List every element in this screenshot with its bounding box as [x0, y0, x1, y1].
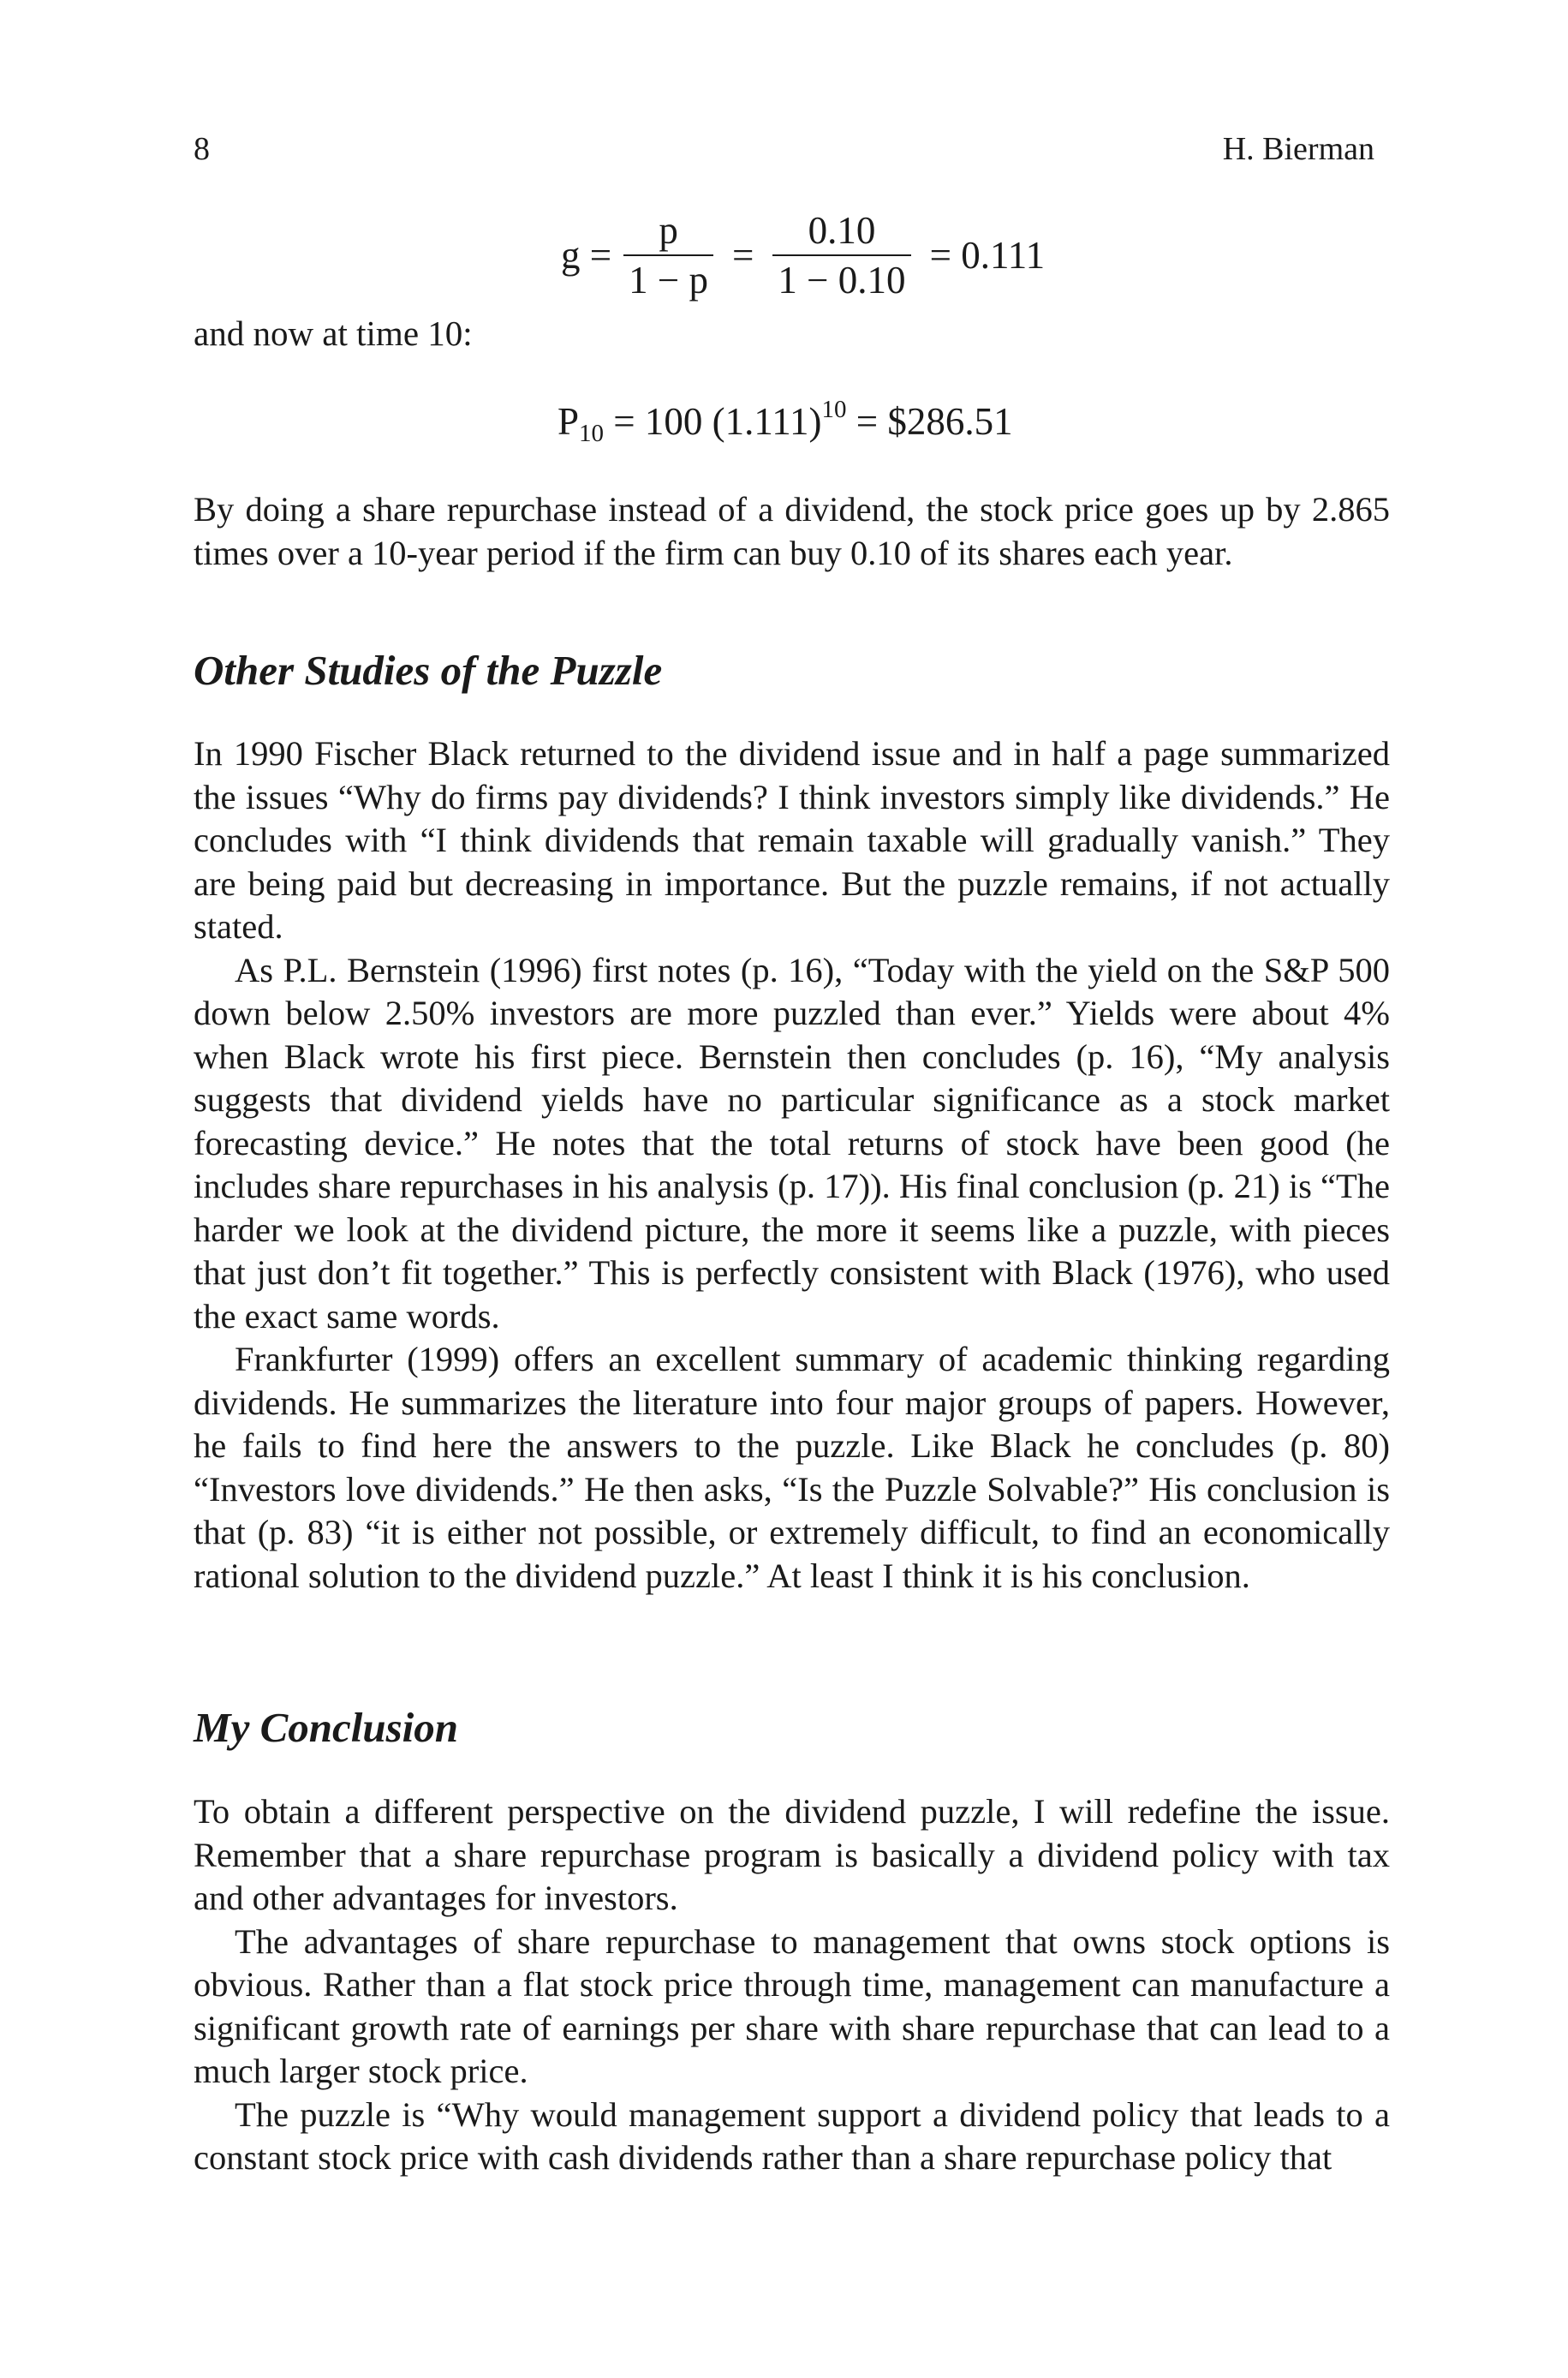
fraction-denominator: 1 − p [623, 254, 713, 304]
paragraph: In 1990 Fischer Black returned to the dividend issue and in half a page summarized the issues “Why do firms pay dividends? I think investors simply like dividends.” He concludes with “I think dividends that remain taxable will gradually vanish.” They are being paid but decreasing in importance. But the puzzle remains, if not actually stated. [194, 734, 1390, 946]
price-symbol: P [557, 400, 580, 443]
growth-rate-equation [561, 204, 1052, 307]
page-header [194, 130, 1374, 171]
section-body [194, 1790, 1390, 2180]
running-head-author: H. Bierman [1222, 131, 1374, 167]
equation-lhs: g = [561, 234, 612, 277]
price-exponent: 10 [821, 396, 847, 423]
section-heading: Other Studies of the Puzzle [194, 647, 663, 694]
paragraph: To obtain a different perspective on the dividend puzzle, I will redefine the issue. Remember that a share repurchase program is basically a dividend policy with tax and other advantages for investors. [194, 1792, 1390, 1917]
paragraph: The puzzle is “Why would management support a dividend policy that leads to a constant stock price with cash dividends rather than a share repurchase policy that [194, 2094, 1390, 2177]
fraction-p [623, 206, 713, 304]
section-body [194, 732, 1390, 1598]
intro-text [194, 488, 1390, 575]
fraction-denominator: 1 − 0.10 [772, 254, 910, 304]
page-number: 8 [194, 131, 210, 167]
paragraph: Frankfurter (1999) offers an excellent summary of academic thinking regarding dividends. He summarizes the literature into four major groups of papers. However, he fails to find here the answers to the puzzle. Like Black he concludes (p. 80) “Investors love dividends.” He then asks, “Is the Puzzle Solvable?” His conclusion is that (p. 83) “it is either not possible, or extremely difficult, to find an economically rational solution to the dividend puzzle.” At least I think it is his conclusion. [194, 1340, 1390, 1595]
fraction-numeric [772, 206, 910, 304]
paragraph: As P.L. Bernstein (1996) first notes (p. 16), “Today with the yield on the S&P 500 down below 2.50% investors are more puzzled than ever.” Yields were about 4% when Black wrote his first piece. Bernstein then concludes (p. 16), “My analysis suggests that dividend yields have no particular significance as a stock market forecasting device.” He notes that the total returns of stock have been good (he includes share repurchases in his analysis (p. 17)). His final conclusion (p. 21) is “The harder we look at the dividend picture, the more it seems like a puzzle, with pieces that just don’t fit together.” This is perfectly consistent with Black (1976), who used the exact same words. [194, 950, 1390, 1335]
paragraph: By doing a share repurchase instead of a dividend, the stock price goes up by 2.865 times over a 10-year period if the firm can buy 0.10 of its shares each year. [194, 490, 1390, 572]
price-equation [557, 396, 1013, 448]
section-heading: My Conclusion [194, 1704, 459, 1751]
paragraph: The advantages of share repurchase to management that owns stock options is obvious. Rather than a flat stock price through time, management can manufacture a significant growth rate of earnings per share with share repurchase that can lead to a much larger stock price. [194, 1921, 1390, 2090]
equation-result: = 0.111 [929, 234, 1046, 277]
time-label: and now at time 10: [194, 314, 473, 353]
fraction-numerator: p [659, 209, 678, 252]
price-subscript: 10 [579, 420, 605, 447]
equals-sign: = [732, 234, 754, 277]
fraction-numerator: 0.10 [808, 209, 876, 252]
price-expression: = 100 (1.111) [604, 400, 822, 443]
price-result: = $286.51 [846, 400, 1013, 443]
